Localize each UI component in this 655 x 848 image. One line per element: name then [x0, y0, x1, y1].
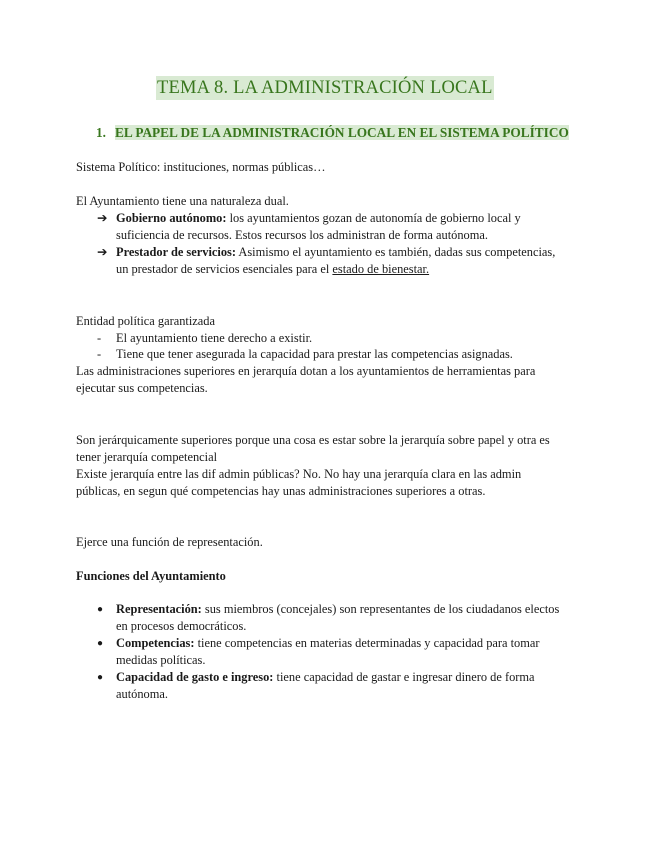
arrow-icon: ➔ — [97, 245, 108, 259]
paragraph-ejerce: Ejerce una función de representación. — [76, 535, 263, 549]
paragraph-entidad: Entidad política garantizada — [76, 314, 215, 328]
section-heading — [96, 124, 569, 141]
item-text: El ayuntamiento tiene derecho a existir. — [116, 331, 313, 345]
item-text: en procesos democráticos. — [116, 619, 247, 633]
dash-icon: - — [97, 331, 102, 345]
item-text: autónoma. — [116, 687, 168, 701]
item-text: tiene capacidad de gastar e ingresar dinero de forma — [273, 670, 535, 684]
section-heading-text: EL PAPEL DE LA ADMINISTRACIÓN LOCAL EN EL SISTEMA POLÍTICO — [114, 125, 569, 140]
item-text: sus miembros (concejales) son representantes de los ciudadanos electos — [201, 602, 560, 616]
item-text: medidas políticas. — [116, 653, 206, 667]
item-label: Prestador de servicios: — [116, 245, 236, 259]
arrow-icon: ➔ — [97, 211, 108, 225]
item-text: un prestador de servicios esenciales para el — [116, 262, 333, 276]
item-text: Asimismo el ayuntamiento es también, dadas sus competencias, — [235, 245, 556, 259]
paragraph-admin-line2: ejecutar sus competencias. — [76, 381, 208, 395]
item-text: tiene competencias en materias determinadas y capacidad para tomar — [194, 636, 540, 650]
bullet-icon: ● — [97, 604, 104, 615]
paragraph-existe-line1: Existe jerarquía entre las dif admin públicas? No. No hay una jerarquía clara en las admin — [76, 467, 522, 481]
funciones-heading — [76, 568, 226, 585]
item-label: Competencias: — [116, 636, 195, 650]
paragraph-jerarquia-line2: tener jerarquía competencial — [76, 450, 218, 464]
estado-bienestar-link[interactable]: estado de bienestar. — [332, 262, 430, 276]
item-text: suficiencia de recursos. Estos recursos los administran de forma autónoma. — [116, 228, 488, 242]
item-text: Tiene que tener asegurada la capacidad para prestar las competencias asignadas. — [116, 347, 513, 361]
paragraph-jerarquia-line1: Son jerárquicamente superiores porque una cosa es estar sobre la jerarquía sobre papel y otra es — [76, 433, 550, 447]
paragraph-existe-line2: públicas, en segun qué competencias hay unas administraciones superiores a otras. — [76, 484, 486, 498]
dash-icon: - — [97, 347, 102, 361]
page-title: TEMA 8. LA ADMINISTRACIÓN LOCAL — [157, 78, 493, 98]
item-label: Representación: — [116, 602, 202, 616]
item-label: Gobierno autónomo: — [116, 211, 227, 225]
section-number: 1. — [96, 125, 106, 140]
bullet-icon: ● — [97, 672, 104, 683]
paragraph-sistema: Sistema Político: instituciones, normas públicas… — [76, 160, 326, 174]
item-text: los ayuntamientos gozan de autonomía de gobierno local y — [226, 211, 521, 225]
paragraph-admin-line1: Las administraciones superiores en jerarquía dotan a los ayuntamientos de herramientas para — [76, 364, 536, 378]
item-label: Capacidad de gasto e ingreso: — [116, 670, 274, 684]
paragraph-dual: El Ayuntamiento tiene una naturaleza dual. — [76, 194, 289, 208]
funciones-heading-text: Funciones del Ayuntamiento — [76, 569, 226, 583]
bullet-icon: ● — [97, 638, 104, 649]
